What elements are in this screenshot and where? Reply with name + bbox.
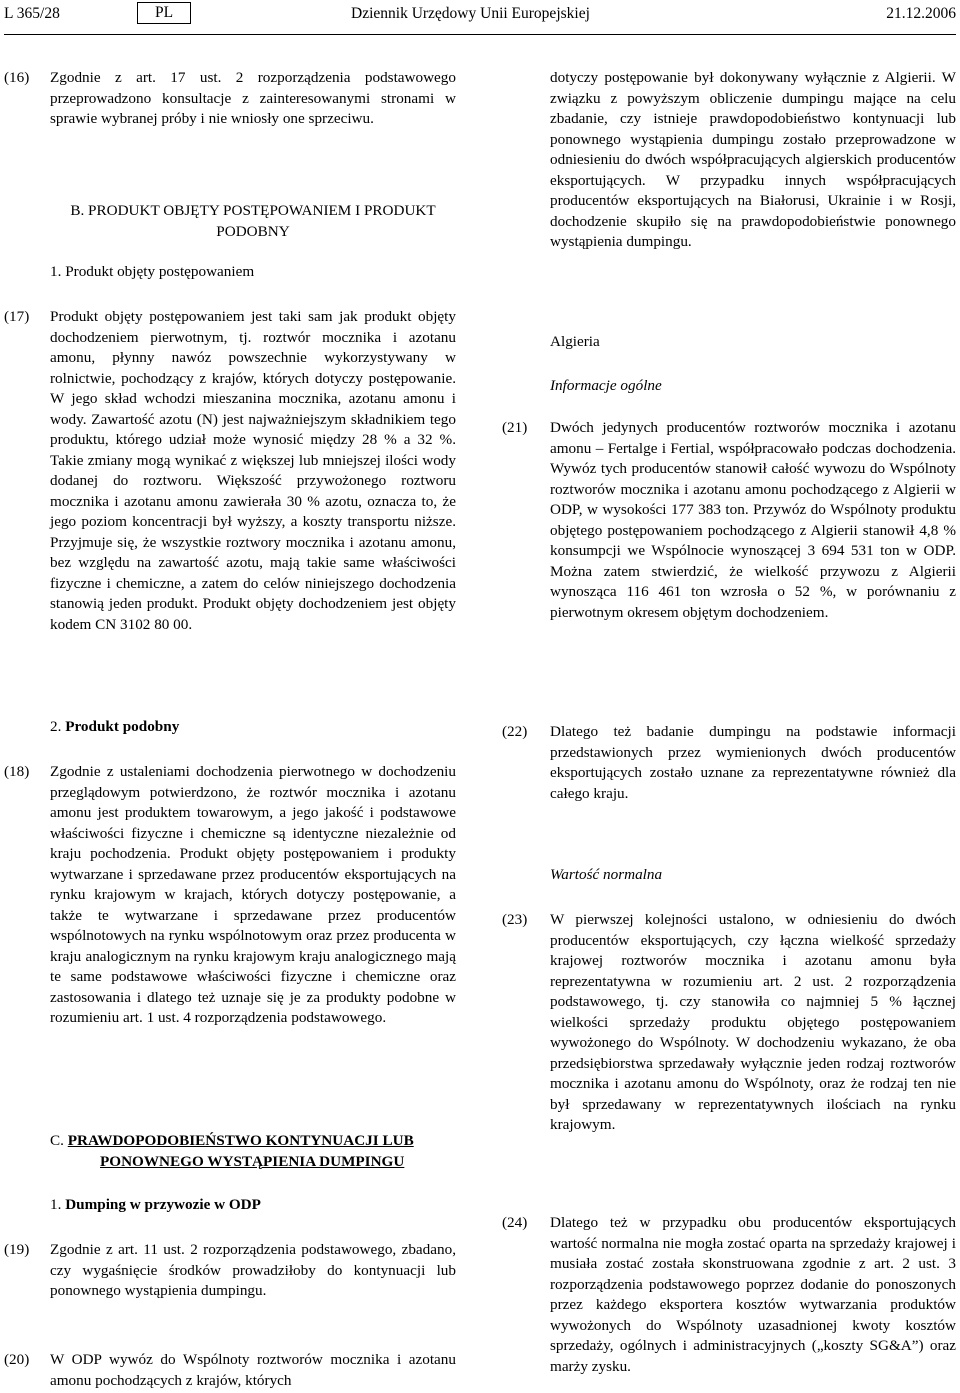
subheading-3: 1. Dumping w przywozie w ODP [50,1196,261,1213]
para-number-21: (21) [502,419,528,436]
para-number-17: (17) [4,308,30,325]
country-heading: Algieria [550,333,600,350]
para-number-24: (24) [502,1214,528,1231]
paragraph-20: W ODP wywóz do Wspólnoty roztworów mocznika i azotanu amonu pochodzących z krajów, których [50,1351,456,1389]
normal-value-heading: Wartość normalna [550,866,663,883]
subheading-1: 1. Produkt objęty postępowaniem [50,263,255,280]
paragraph-19: Zgodnie z art. 11 ust. 2 rozporządzenia podstawowego, zbadano, czy wygaśnięcie środków prowadziłoby do kontynuacji lub ponownego wystąpienia dumpingu. [50,1241,456,1299]
paragraph-20-continued: dotyczy postępowanie był dokonywany wyłącznie z Algierii. W związku z powyższym obliczenie dumpingu mające na celu zbadanie, czy istnieje prawdopodobieństwo kontynuacji lub ponownego wystąpienia dumpingu zostało przeprowadzone w odniesieniu do dwóch współpracujących algierskich producentów eksportujących. W przypadku innych współpracujących producentów eksportujących na Białorusi, Ukrainie i w Rosji, dochodzenie skupiło się na prawdopodobieństwie ponownego wystąpienia dumpingu. [550,69,956,250]
paragraph-18: Zgodnie z ustaleniami dochodzenia pierwotnego w dochodzeniu przeglądowym potwierdzono, że roztwór mocznika i azotanu amonu jest produktem towarowym, a jego jakość i podstawowe właściwości fizyczne i chemiczne są identyczne niezależnie od kraju pochodzenia. Produkt objęty postępowaniem i produkty wytwarzane i sprzedawane przez producentów eksportujących na rynku krajowym w krajach, których dotyczy postępowanie, a także te wytwarzane i sprzedawane przez producentów wspólnotowych na rynku wspólnotowym oraz przez producenta w kraju analogicznym na rynku krajowym kraju analogicznego mają te same podstawowe właściwości fizyczne i chemiczne oraz zastosowania i dlatego też uznaje się je za produkty podobne w rozumieniu art. 1 ust. 4 rozporządzenia podstawowego. [50,763,456,1026]
section-c-line2: PONOWNEGO WYSTĄPIENIA DUMPINGU [100,1152,405,1170]
paragraph-17: Produkt objęty postępowaniem jest taki sam jak produkt objęty dochodzeniem pierwotnym, tj. roztwór mocznika i azotanu amonu, płynny nawóz powszechnie wykorzystywany w rolnictwie, pochodzący z krajów, których dotyczy postępowanie. W jego skład wchodzi mieszanina mocznika, azotanu amonu i wody. Zawartość azotu (N) jest najważniejszym składnikiem tego produktu, którego udział może wynosić między 28 % a 32 %. Takie zmiany mogą wynikać z większej lub mniejszej ilości wody dodanej do roztworu. Większość przywożonego roztworu mocznika i azotanu amonu zawierała 30 % azotu, oznacza to, że jego poziom koncentracji był wyższy, a koszty transportu niższe. Przyjmuje się, że wszystkie roztwory mocznika i azotanu amonu, bez względu na zawartość azotu, mają takie same właściwości fizyczne i chemiczne, a zatem do celów niniejszego dochodzenia stanowią jeden produkt. Produkt objęty dochodzeniem jest objęty kodem CN 3102 80 00. [50,308,456,633]
section-b-heading [50,201,456,242]
section-b-line2: PODOBNY [216,222,290,240]
section-c-line1: C. PRAWDOPODOBIEŃSTWO KONTYNUACJI LUB [50,1132,414,1149]
header-rule [4,34,956,35]
para-number-23: (23) [502,911,528,928]
page-header [4,4,956,26]
para-number-16: (16) [4,69,30,86]
paragraph-21: Dwóch jedynych producentów roztworów mocznika i azotanu amonu – Fertalge i Fertial, współpracowało podczas dochodzenia. Wywóz tych producentów stanowił całość wywozu do Wspólnoty roztworów mocznika i azotanu amonu pochodzącego z Algierii w ODP, w wysokości 177 383 ton. Przywóz do Wspólnoty produktu objętego postępowaniem pochodzącego z Algierii stanowił 4,8 % konsumpcji we Wspólnocie wynoszącej 3 694 531 ton w ODP. Można zatem stwierdzić, że wielkość przywozu z Algierii wynosząca 116 461 ton wzrosła o 52 %, w porównaniu z pierwotnym okresem objętym dochodzeniem. [550,419,956,621]
paragraph-24: Dlatego też w przypadku obu producentów eksportujących wartość normalna nie mogła zostać oparta na sprzedaży krajowej i musiała zostać została skonstruowana zgodnie z art. 2 ust. 3 rozporządzenia podstawowego poprzez dodanie do ponoszonych przez każdego eksportera kosztów wytwarzania produktów wywożonych do Wspólnoty uzasadnionej kwoty kosztów sprzedaży, ogólnych i administracyjnych („koszty SG&A”) oraz marży zysku. [550,1214,956,1375]
journal-title: Dziennik Urzędowy Unii Europejskiej [351,5,590,22]
paragraph-22: Dlatego też badanie dumpingu na podstawie informacji przedstawionych przez wymienionych dwóch producentów eksportujących zostało uznane za reprezentatywne również dla całego kraju. [550,723,956,802]
oj-reference: L 365/28 [4,5,60,22]
section-b-line1: B. PRODUKT OBJĘTY POSTĘPOWANIEM I PRODUKT [70,202,436,219]
section-c-heading [50,1131,456,1172]
para-number-22: (22) [502,723,528,740]
general-info-heading: Informacje ogólne [550,377,662,394]
paragraph-16: Zgodnie z art. 17 ust. 2 rozporządzenia podstawowego przeprowadzono konsultacje z zainteresowanymi stronami w sprawie wybranej próby i nie wniosły one sprzeciwu. [50,69,456,127]
para-number-19: (19) [4,1241,30,1258]
paragraph-23: W pierwszej kolejności ustalono, w odniesieniu do dwóch producentów eksportujących, czy łączna wielkość sprzedaży krajowej roztworów mocznika i azotanu amonu była reprezentatywna w rozumieniu art. 2 ust. 2 rozporządzenia podstawowego, tj. czy stanowiła co najmniej 5 % łącznej wielkości sprzedaży produktu objętego postępowaniem wywożonego do Wspólnoty. W dochodzeniu wykazano, że oba przedsiębiorstwa sprzedawały wyłącznie jeden rodzaj roztworów mocznika i azotanu amonu do Wspólnoty, oraz że rodzaj ten nie był sprzedawany w reprezentatywnych ilościach na rynku krajowym. [550,911,956,1133]
para-number-20: (20) [4,1351,30,1368]
subheading-2: 2. Produkt podobny [50,718,180,735]
publication-date: 21.12.2006 [886,5,956,22]
language-box: PL [137,2,191,24]
para-number-18: (18) [4,763,30,780]
